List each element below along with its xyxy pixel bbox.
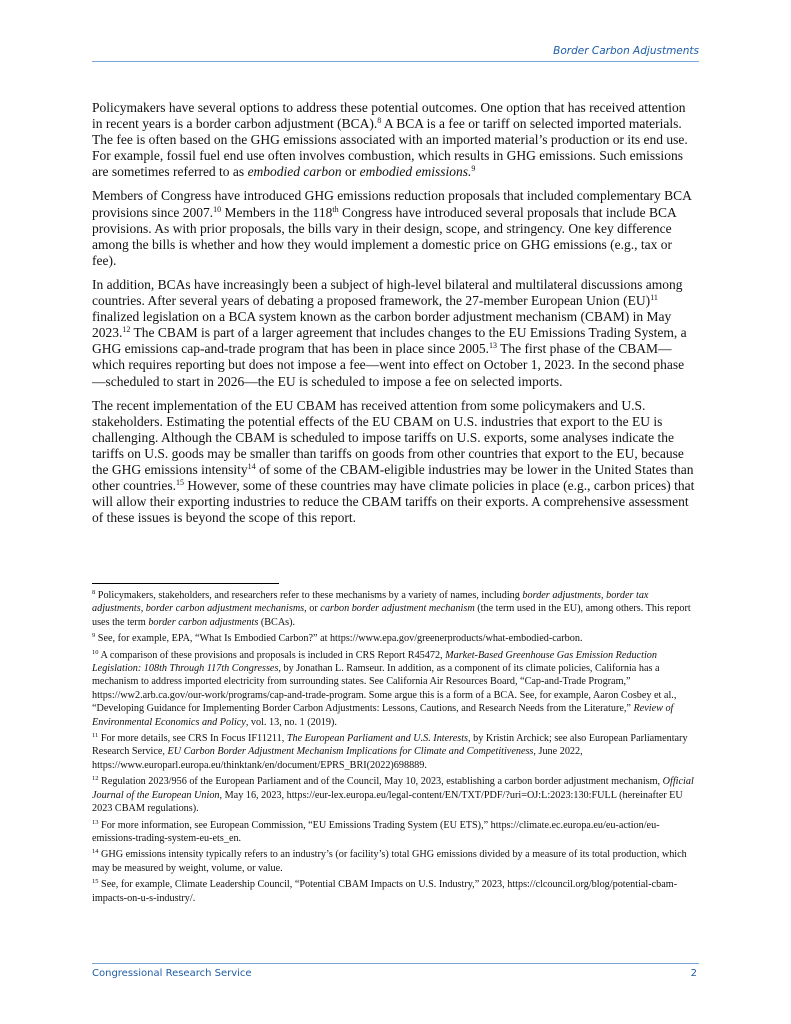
footer-rule xyxy=(92,963,699,964)
text-run: , or xyxy=(304,603,321,615)
text-run: finalized legislation on a BCA system known as the carbon border adjustment mechanism (CBAM) in May 2023. xyxy=(92,309,672,341)
footnote-11 xyxy=(92,732,696,772)
paragraph-2 xyxy=(92,188,696,268)
text-run: The first phase of the CBAM—which requires reporting but does not impose a fee—went into effect on October 1, 2023. In the second phase—scheduled to start in 2026—the EU is scheduled to impose a fee on selected imports. xyxy=(92,341,685,389)
text-run: or xyxy=(341,164,360,180)
text-run: A comparison of these provisions and proposals is included in CRS Report R45472, xyxy=(98,649,446,661)
page-number: 2 xyxy=(690,968,697,979)
italic-term: embodied emissions. xyxy=(359,164,472,180)
italic-term: border carbon adjustments xyxy=(148,616,259,628)
text-run: Members in the 118 xyxy=(221,204,333,220)
text-run: Policymakers have several options to address these potential outcomes. One option that has received attention in recent years is a border carbon adjustment (BCA). xyxy=(92,100,686,132)
text-run: See, for example, Climate Leadership Council, “Potential CBAM Impacts on U.S. Industry,” 2023, https://clcouncil.org/blog/potential-cbam-impacts-on-u-s-industry/. xyxy=(92,879,678,904)
footnote-8 xyxy=(92,589,696,629)
italic-term: embodied carbon xyxy=(247,164,342,180)
text-run: For more details, see CRS In Focus IF11211, xyxy=(98,733,287,745)
footnote-13 xyxy=(92,819,696,846)
footnote-ref[interactable]: 8 xyxy=(377,116,382,126)
text-run: (BCAs). xyxy=(258,616,296,628)
paragraph-3 xyxy=(92,277,696,390)
footnote-14 xyxy=(92,848,696,875)
text-run: , by Jonathan L. Ramseur. In addition, as a component of its climate policies, California has a mechanism to address imported electricity from surrounding states. See California Air Resources Board, “Cap-and-Trade Program,” https://ww2.arb.ca.gov/our-work/programs/cap-and-trade-program. Some argue this is a form of a BCA. See, for example, Aaron Cosbey et al., “Developing Guidance for Implementing Border Carbon Adjustments: Lessons, Cautions, and Research Needs from the Literature,” xyxy=(92,663,677,715)
body-text xyxy=(92,100,696,534)
footnote-number: 11 xyxy=(92,732,99,740)
footnote-number: 8 xyxy=(92,589,96,596)
text-run: , xyxy=(140,603,146,615)
italic-term: border carbon adjustment mechanisms xyxy=(145,603,305,615)
text-run: , by Kristin Archick; see also European Parliamentary Research Service, xyxy=(92,733,688,758)
text-run: (the term used in the EU), among others. This report uses the term xyxy=(92,603,691,628)
text-run: of some of the CBAM-eligible industries may be lower in the United States than other countries. xyxy=(92,461,694,494)
italic-term: border adjustments xyxy=(522,590,601,601)
text-run: In addition, BCAs have increasingly been a subject of high-level bilateral and multilateral discussions among countries. After several years of debating a proposed framework, the 27-member European Union (EU) xyxy=(92,276,683,309)
text-run: , June 2022, https://www.europarl.europa.eu/thinktank/en/document/EPRS_BRI(2022)698889. xyxy=(92,746,583,771)
footnote-number: 14 xyxy=(92,848,99,856)
footnote-ref[interactable]: 14 xyxy=(247,461,256,471)
footnote-ref[interactable]: 10 xyxy=(213,204,222,214)
text-run: Members of Congress have introduced GHG emissions reduction proposals that included complementary BCA provisions since 2007. xyxy=(92,188,692,220)
text-run: For more information, see European Commission, “EU Emissions Trading System (EU ETS),” https://climate.ec.europa.eu/eu-action/eu-emissions-trading-system-eu-ets_en. xyxy=(92,819,660,844)
italic-term: The European Parliament and U.S. Interests xyxy=(286,733,469,745)
footnote-number: 15 xyxy=(92,878,99,886)
paragraph-1 xyxy=(92,100,696,180)
text-run: Regulation 2023/956 of the European Parliament and of the Council, May 10, 2023, establishing a carbon border adjustment mechanism, xyxy=(98,776,663,788)
footnote-12 xyxy=(92,775,696,815)
ordinal-suffix: th xyxy=(332,204,339,214)
italic-term: Market-Based Greenhouse Gas Emission Reduction Legislation: 108th Through 117th Congresses xyxy=(92,649,657,675)
footnote-9 xyxy=(92,632,696,645)
footnote-number: 12 xyxy=(92,775,99,783)
text-run: GHG emissions intensity typically refers to an industry’s (or facility’s) total GHG emissions divided by a measure of its total production, which may be measured by weight, volume, or value. xyxy=(92,849,687,874)
footnote-separator xyxy=(92,583,279,584)
italic-term: carbon border adjustment mechanism xyxy=(320,603,475,615)
text-run: The CBAM is part of a larger agreement that includes changes to the EU Emissions Trading System, a GHG emissions cap-and-trade program that has been in place since 2005. xyxy=(92,325,687,357)
text-run: , xyxy=(601,590,607,601)
italic-term: Review of Environmental Economics and Policy xyxy=(92,703,674,728)
footer-publisher: Congressional Research Service xyxy=(92,968,252,979)
text-run: , vol. 13, no. 1 (2019). xyxy=(245,716,337,728)
text-run: , May 16, 2023, https://eur-lex.europa.eu/legal-content/EN/TXT/PDF/?uri=OJ:L:2023:130:FULL (hereinafter EU 2023 CBAM regulations). xyxy=(92,789,683,815)
footnote-ref[interactable]: 12 xyxy=(122,325,131,335)
footnote-ref[interactable]: 11 xyxy=(650,293,658,303)
text-run: However, some of these countries may have climate policies in place (e.g., carbon prices) that will allow their exporting industries to reduce the CBAM tariffs on their exports. A comprehensive assessment of these issues is beyond the scope of this report. xyxy=(92,478,695,526)
text-run: See, for example, EPA, “What Is Embodied Carbon?” at https://www.epa.gov/greenerproducts/what-embodied-carbon. xyxy=(95,633,583,645)
text-run: Policymakers, stakeholders, and researchers refer to these mechanisms by a variety of names, including xyxy=(95,590,523,601)
text-run: Congress have introduced several proposals that include BCA provisions. As with prior proposals, the bills vary in their design, scope, and stringency. One key difference among the bills is whether and how they would implement a domestic price on GHG emissions (e.g., tax or fee). xyxy=(92,204,677,268)
running-header-title: Border Carbon Adjustments xyxy=(553,45,699,57)
footnote-10 xyxy=(92,649,696,729)
footnote-15 xyxy=(92,878,696,905)
footnote-number: 9 xyxy=(92,632,96,640)
footnote-number: 10 xyxy=(92,648,99,656)
footnote-ref[interactable]: 15 xyxy=(175,478,184,488)
text-run: A BCA is a fee or tariff on selected imported materials. The fee is often based on the GHG emissions associated with an imported material’s production or its end use. For example, fossil fuel end use often involves combustion, which results in GHG emissions. Such emissions are sometimes referred to as xyxy=(92,116,688,180)
footnote-ref[interactable]: 13 xyxy=(489,341,497,351)
footnote-number: 13 xyxy=(92,818,99,826)
footnote-ref[interactable]: 9 xyxy=(471,164,476,174)
header-rule xyxy=(92,61,699,62)
italic-term: EU Carbon Border Adjustment Mechanism Implications for Climate and Competitiveness xyxy=(167,746,534,758)
footnotes xyxy=(92,589,696,908)
paragraph-4 xyxy=(92,398,696,527)
text-run: The recent implementation of the EU CBAM has received attention from some policymakers and U.S. stakeholders. Estimating the potential effects of the EU CBAM on U.S. industries that export to the EU is challenging. Although the CBAM is scheduled to impose tariffs on U.S. exports, some analyses indicate the tariffs on U.S. goods may be smaller than tariffs on goods from other countries that export to the EU, because the GHG emissions intensity xyxy=(92,397,684,477)
italic-term: border tax adjustments xyxy=(92,590,649,615)
italic-term: Official Journal of the European Union xyxy=(92,776,694,801)
